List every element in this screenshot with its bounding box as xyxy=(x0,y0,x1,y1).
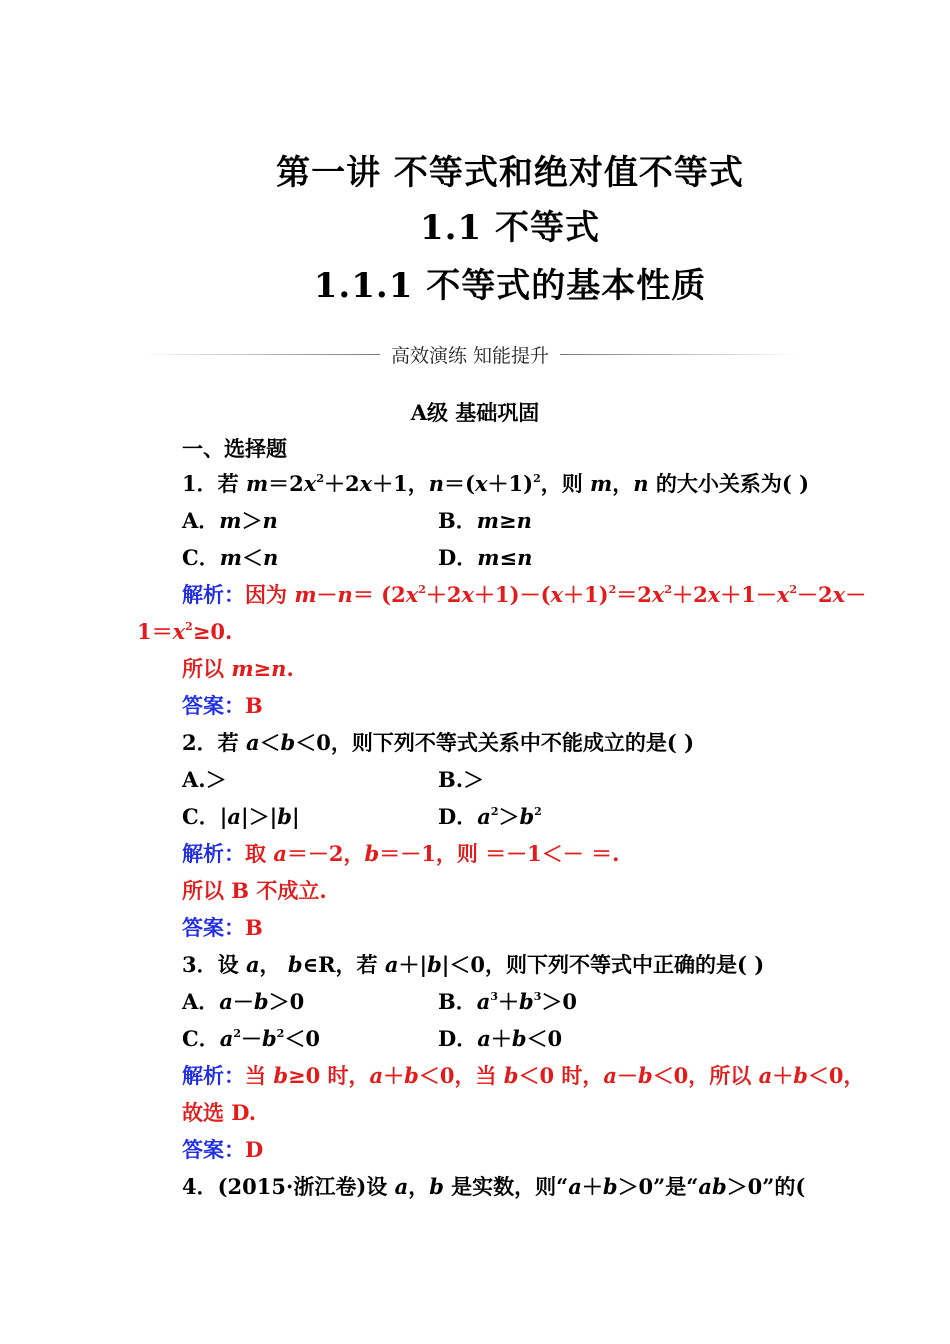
banner-divider-left xyxy=(140,354,380,355)
q4-var: b xyxy=(429,1174,444,1199)
option-label: D． xyxy=(438,1026,478,1051)
analysis-text: ≥ xyxy=(253,656,272,681)
analysis-text: ＜0 时， xyxy=(518,1063,604,1088)
q4-stem-text: (2015·浙江卷)设 xyxy=(217,1174,395,1199)
q1-var: x xyxy=(303,471,317,496)
analysis-text: . xyxy=(286,656,294,681)
option-exp: 2 xyxy=(233,1027,241,1040)
analysis-text: ＋1)－( xyxy=(474,582,551,607)
q1-analysis-line1 xyxy=(182,582,866,608)
q1-analysis-line3 xyxy=(182,656,294,682)
q1-answer xyxy=(182,693,263,719)
analysis-exp: 2 xyxy=(608,583,617,596)
q1-var: n xyxy=(633,471,649,496)
q3-option-d[interactable] xyxy=(438,1026,562,1052)
q1-var: x xyxy=(359,471,373,496)
analysis-var: x xyxy=(405,582,419,607)
analysis-label: 解析： xyxy=(182,1063,245,1088)
option-var: b xyxy=(511,1026,527,1051)
banner xyxy=(140,340,800,368)
q1-var: m xyxy=(245,471,269,496)
option-text: ≥ xyxy=(498,508,517,533)
option-text: ＜0 xyxy=(284,1026,320,1051)
analysis-text: ＜0，当 xyxy=(418,1063,504,1088)
option-exp: 3 xyxy=(533,990,542,1003)
option-var: a xyxy=(219,989,233,1014)
q1-var: x xyxy=(474,471,488,496)
option-text: ＞0 xyxy=(268,989,305,1014)
option-text: ＞ xyxy=(498,804,520,829)
option-var: n xyxy=(517,545,533,570)
level-heading: A级 基础巩固 xyxy=(410,400,540,425)
option-label: C． xyxy=(182,1026,220,1051)
analysis-text: ≥0 时， xyxy=(288,1063,370,1088)
q4-stem xyxy=(182,1174,805,1200)
q1-stem-text: ＋1， xyxy=(372,471,429,496)
q1-var: m xyxy=(590,471,613,496)
q2-var: a xyxy=(245,730,260,755)
answer-value: B xyxy=(245,915,263,940)
analysis-text: ＝－2， xyxy=(286,841,365,866)
q4-stem-text: ＞0”的( xyxy=(726,1174,806,1199)
analysis-var: m xyxy=(231,656,254,681)
q1-option-b[interactable] xyxy=(438,508,532,534)
option-var: a xyxy=(227,804,241,829)
q2-option-b[interactable] xyxy=(438,767,484,793)
analysis-var: b xyxy=(364,841,380,866)
analysis-text: ＋ xyxy=(772,1063,794,1088)
option-exp: 2 xyxy=(276,1027,285,1040)
q3-stem-text: |＜0，则下列不等式中正确的是( ) xyxy=(441,952,765,977)
q1-number: 1． xyxy=(182,471,218,496)
analysis-var: x xyxy=(651,582,665,607)
answer-label: 答案： xyxy=(182,1137,245,1162)
option-label: A． xyxy=(182,508,220,533)
q3-var: a xyxy=(245,952,260,977)
part-heading: 一、选择题 xyxy=(182,436,287,461)
option-text: － xyxy=(240,1026,262,1051)
q2-stem-text: ＜ xyxy=(259,730,281,755)
analysis-var: a xyxy=(369,1063,384,1088)
analysis-var: x xyxy=(550,582,564,607)
option-label: B． xyxy=(438,989,477,1014)
q3-var: b xyxy=(287,952,303,977)
q1-stem-text: ＝2 xyxy=(268,471,304,496)
analysis-var: x xyxy=(707,582,721,607)
analysis-text: － xyxy=(617,1063,638,1088)
analysis-label: 解析： xyxy=(182,582,245,607)
analysis-var: a xyxy=(603,1063,617,1088)
analysis-exp: 2 xyxy=(418,583,426,596)
analysis-var: a xyxy=(273,841,287,866)
q3-option-b[interactable] xyxy=(438,989,577,1015)
q4-var: a xyxy=(568,1174,582,1199)
option-text: ＞ xyxy=(463,767,485,792)
q2-option-a[interactable] xyxy=(182,767,227,793)
q1-stem-text: 若 xyxy=(217,471,246,496)
analysis-text: － xyxy=(316,582,338,607)
analysis-text: ＋ xyxy=(383,1063,405,1088)
analysis-text: 当 xyxy=(245,1063,274,1088)
analysis-text: ＋1) xyxy=(563,582,609,607)
q2-number: 2． xyxy=(182,730,218,755)
q2-stem xyxy=(182,730,694,756)
option-var: b xyxy=(261,1026,277,1051)
option-exp: 3 xyxy=(490,990,499,1003)
analysis-text: ＋1－ xyxy=(720,582,777,607)
option-var: a xyxy=(219,1026,234,1051)
q3-var: a xyxy=(384,952,399,977)
option-var: m xyxy=(219,508,242,533)
option-exp: 2 xyxy=(534,805,542,818)
option-text: ＞ xyxy=(241,508,263,533)
analysis-var: n xyxy=(337,582,353,607)
q2-option-d[interactable] xyxy=(438,804,542,830)
q2-var: b xyxy=(280,730,296,755)
q1-option-a[interactable] xyxy=(182,508,278,534)
analysis-exp: 2 xyxy=(185,620,193,633)
analysis-text: ＝2 xyxy=(616,582,652,607)
option-var: m xyxy=(476,508,499,533)
analysis-text: 1＝ xyxy=(137,619,173,644)
analysis-text: － xyxy=(845,582,867,607)
option-var: b xyxy=(277,804,292,829)
q1-stem-text: ， xyxy=(612,471,634,496)
option-label: C． xyxy=(182,545,220,570)
q1-stem-text: ，则 xyxy=(540,471,591,496)
answer-label: 答案： xyxy=(182,915,245,940)
option-text: ＋ xyxy=(498,989,520,1014)
option-text: | xyxy=(219,804,228,829)
q3-option-c[interactable] xyxy=(182,1026,320,1052)
q2-analysis-line2: 所以 B 不成立. xyxy=(182,878,327,903)
q2-option-c[interactable] xyxy=(182,804,300,830)
analysis-var: x xyxy=(776,582,790,607)
q4-stem-text: ， xyxy=(408,1174,430,1199)
option-label: D． xyxy=(438,804,478,829)
option-var: n xyxy=(516,508,532,533)
analysis-text: ＜0，所以 xyxy=(652,1063,759,1088)
analysis-var: b xyxy=(638,1063,653,1088)
q3-var: b xyxy=(427,952,442,977)
banner-text: 高效演练 知能提升 xyxy=(390,345,550,367)
analysis-var: x xyxy=(832,582,846,607)
analysis-text: ＝ (2 xyxy=(352,582,406,607)
q4-var: ab xyxy=(698,1174,727,1199)
analysis-text: ＋2 xyxy=(672,582,708,607)
q3-stem-text: ， xyxy=(259,952,288,977)
option-var: a xyxy=(477,804,491,829)
analysis-var: a xyxy=(758,1063,773,1088)
option-text: ＜ xyxy=(241,545,263,570)
q1-var: n xyxy=(428,471,445,496)
option-label: A． xyxy=(182,989,220,1014)
option-label: A. xyxy=(182,767,206,792)
q4-var: b xyxy=(602,1174,618,1199)
option-text: ＋ xyxy=(490,1026,512,1051)
q4-var: a xyxy=(394,1174,409,1199)
analysis-text: ＝－1，则 ＝－1＜－ ＝. xyxy=(379,841,620,866)
q4-stem-text: ＋ xyxy=(581,1174,603,1199)
option-text: ＞ xyxy=(205,767,227,792)
answer-label: 答案： xyxy=(182,693,245,718)
q3-stem-text: 设 xyxy=(217,952,246,977)
analysis-var: n xyxy=(271,656,287,681)
subsection-title: 1.1.1 不等式的基本性质 xyxy=(313,266,707,306)
analysis-text: ＜0， xyxy=(807,1063,865,1088)
analysis-var: b xyxy=(503,1063,519,1088)
option-label: C． xyxy=(182,804,220,829)
analysis-text: 取 xyxy=(245,841,274,866)
analysis-text: －2 xyxy=(797,582,833,607)
q3-number: 3． xyxy=(182,952,218,977)
analysis-exp: 2 xyxy=(789,583,798,596)
option-var: m xyxy=(219,545,242,570)
analysis-var: b xyxy=(793,1063,808,1088)
q3-stem-text: ＋| xyxy=(398,952,428,977)
option-var: n xyxy=(262,508,278,533)
q1-exp: 2 xyxy=(533,472,541,485)
q3-stem xyxy=(182,952,764,978)
option-text: | xyxy=(291,804,300,829)
analysis-text: 因为 xyxy=(245,582,295,607)
q2-stem-text: ＜0，则下列不等式关系中不能成立的是( ) xyxy=(295,730,695,755)
q2-answer xyxy=(182,915,263,941)
q4-stem-text: 是实数，则“ xyxy=(443,1174,569,1199)
analysis-text: ≥0. xyxy=(192,619,233,644)
analysis-var: b xyxy=(404,1063,419,1088)
q1-stem xyxy=(182,471,809,497)
option-var: b xyxy=(253,989,269,1014)
option-var: a xyxy=(476,989,491,1014)
q1-stem-text: ＝( xyxy=(444,471,475,496)
analysis-label: 解析： xyxy=(182,841,245,866)
analysis-text: ＋2 xyxy=(425,582,462,607)
option-text: ＜0 xyxy=(526,1026,563,1051)
option-text: |＞| xyxy=(240,804,278,829)
option-label: B. xyxy=(438,767,464,792)
q1-option-c[interactable] xyxy=(182,545,278,571)
q1-analysis-line2 xyxy=(137,619,232,645)
q1-stem-text: 的大小关系为( ) xyxy=(648,471,810,496)
option-var: a xyxy=(477,1026,491,1051)
q2-analysis-line1 xyxy=(182,841,619,867)
q1-stem-text: ＋2 xyxy=(323,471,360,496)
q2-stem-text: 若 xyxy=(217,730,246,755)
section-title: 1.1 不等式 xyxy=(420,208,600,248)
q3-answer xyxy=(182,1137,263,1163)
q3-analysis-line2: 故选 D. xyxy=(182,1100,257,1125)
option-label: D． xyxy=(438,545,478,570)
banner-divider-right xyxy=(560,354,800,355)
option-var: b xyxy=(519,804,535,829)
q3-option-a[interactable] xyxy=(182,989,304,1015)
option-text: ≤ xyxy=(499,545,518,570)
option-text: － xyxy=(232,989,254,1014)
q4-number: 4． xyxy=(182,1174,218,1199)
q3-analysis-line1 xyxy=(182,1063,865,1089)
q4-stem-text: ＞0”是“ xyxy=(617,1174,699,1199)
analysis-exp: 2 xyxy=(664,583,673,596)
q1-option-d[interactable] xyxy=(438,545,532,571)
option-var: m xyxy=(477,545,500,570)
option-text: ＞0 xyxy=(541,989,577,1014)
analysis-var: x xyxy=(172,619,186,644)
analysis-var: b xyxy=(273,1063,288,1088)
option-var: n xyxy=(262,545,279,570)
analysis-var: x xyxy=(461,582,475,607)
option-var: b xyxy=(519,989,534,1014)
option-exp: 2 xyxy=(490,805,499,818)
analysis-text: 所以 xyxy=(182,656,232,681)
analysis-var: m xyxy=(294,582,317,607)
q1-exp: 2 xyxy=(316,472,324,485)
answer-value: B xyxy=(245,693,263,718)
q3-stem-text: ∈R，若 xyxy=(302,952,385,977)
answer-value: D xyxy=(245,1137,264,1162)
chapter-title: 第一讲 不等式和绝对值不等式 xyxy=(276,153,744,193)
q1-stem-text: ＋1) xyxy=(487,471,534,496)
option-label: B． xyxy=(438,508,477,533)
